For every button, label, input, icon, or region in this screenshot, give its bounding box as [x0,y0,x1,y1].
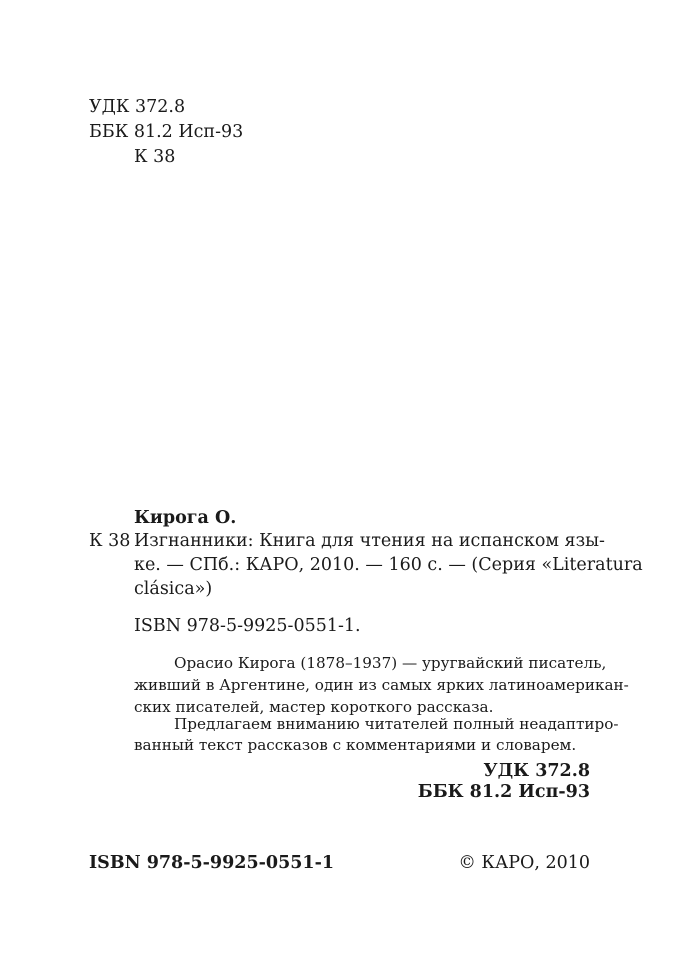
isbn-line: ISBN 978-5-9925-0551-1. [134,616,361,636]
bbk-code-top: ББК 81.2 Исп-93 [89,122,244,142]
author-mark: К 38 [89,531,131,551]
footer-isbn: ISBN 978-5-9925-0551-1 [89,853,335,873]
annotation-line-3: ских писателей, мастер короткого рассказа. [134,698,494,716]
annotation-line-5: ванный текст рассказов с комментариями и словарем. [134,736,577,754]
udk-code-bottom: УДК 372.8 [483,761,590,781]
title-line-1: Изгнанники: Книга для чтения на испанском язы- [134,531,605,551]
bbk-code-bottom: ББК 81.2 Исп-93 [417,782,590,802]
author-mark-top: К 38 [134,147,176,167]
annotation-line-2: живший в Аргентине, один из самых ярких латиноамерикан- [134,676,629,694]
footer-copyright: © КАРО, 2010 [458,853,590,873]
udk-code-top: УДК 372.8 [89,97,186,117]
title-line-3: clásica») [134,579,213,599]
annotation-line-4: Предлагаем вниманию читателей полный неадаптиро- [174,715,619,733]
title-line-2: ке. — СПб.: КАРО, 2010. — 160 с. — (Серия «Literatura [134,555,643,575]
author-name: Кирога О. [134,508,237,528]
annotation-line-1: Орасио Кирога (1878–1937) — уругвайский писатель, [174,654,607,672]
